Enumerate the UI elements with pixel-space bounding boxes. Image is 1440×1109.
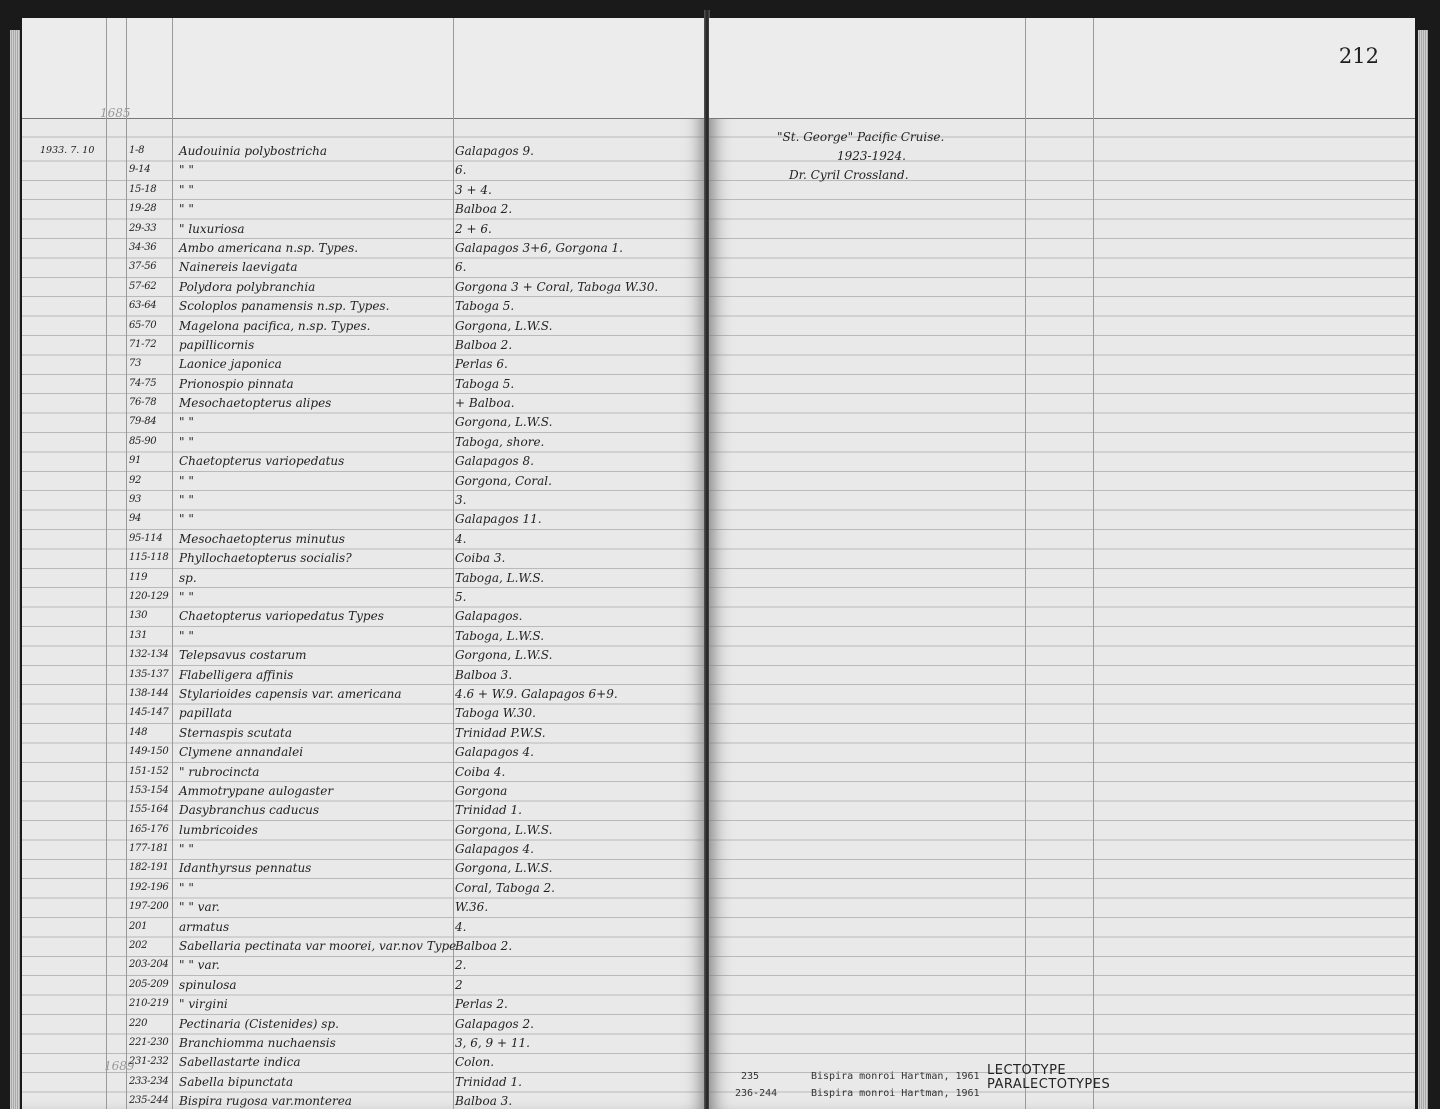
row-locality: Taboga 5. <box>455 299 515 314</box>
row-locality: 5. <box>455 589 467 604</box>
register-row <box>22 472 706 491</box>
row-number: 15-18 <box>129 183 157 195</box>
register-row <box>22 976 706 995</box>
right-page-edges <box>1418 30 1428 1109</box>
register-row <box>22 879 706 898</box>
register-row <box>22 530 706 549</box>
register-row <box>22 685 706 704</box>
row-number: 71-72 <box>129 338 157 350</box>
right-page <box>709 18 1415 1109</box>
register-row <box>22 1015 706 1034</box>
row-number: 165-176 <box>129 823 169 835</box>
row-species-name: Magelona pacifica, n.sp. Types. <box>179 318 371 333</box>
row-species-name: Mesochaetopterus minutus <box>179 531 345 546</box>
row-number: 29-33 <box>129 222 157 234</box>
register-row <box>22 763 706 782</box>
register-row <box>22 433 706 452</box>
row-species-name: " " <box>179 493 194 508</box>
row-locality: Balboa 2. <box>455 337 513 352</box>
row-locality: Balboa 3. <box>455 667 513 682</box>
page-number: 212 <box>1338 44 1379 68</box>
register-row <box>22 413 706 432</box>
row-locality: Galapagos 9. <box>455 144 534 158</box>
row-locality: Galapagos 3+6, Gorgona 1. <box>455 240 623 255</box>
row-species-name: Branchiomma nuchaensis <box>179 1035 336 1050</box>
row-species-name: " " <box>179 473 194 488</box>
row-number: 205-209 <box>129 978 169 990</box>
row-locality: Galapagos 2. <box>455 1016 534 1031</box>
row-species-name: " " <box>179 512 194 527</box>
register-row <box>22 161 706 180</box>
left-page-header <box>22 18 706 118</box>
row-locality: Gorgona 3 + Coral, Taboga W.30. <box>455 279 659 294</box>
row-locality: + Balboa. <box>455 396 515 411</box>
row-species-name: Prionospio pinnata <box>179 376 294 391</box>
register-row <box>22 898 706 917</box>
margin-note-top: 1685 <box>100 106 131 120</box>
register-row <box>22 220 706 239</box>
row-species-name: lumbricoides <box>179 822 258 837</box>
register-row <box>22 956 706 975</box>
row-locality: Galapagos 11. <box>455 512 542 527</box>
row-locality: Galapagos 4. <box>455 842 534 857</box>
row-locality: Coral, Taboga 2. <box>455 880 555 895</box>
left-page <box>22 18 706 1109</box>
row-number: 149-150 <box>129 746 169 758</box>
row-species-name: " " <box>179 628 194 643</box>
row-number: 131 <box>129 629 148 641</box>
row-number: 63-64 <box>129 300 157 312</box>
row-locality: Trinidad P.W.S. <box>455 725 546 740</box>
row-number: 130 <box>129 610 148 622</box>
remark-cruise: "St. George" Pacific Cruise. <box>777 130 945 144</box>
row-species-name: papillata <box>179 706 233 721</box>
row-locality: Taboga, shore. <box>455 434 545 449</box>
row-species-name: Laonice japonica <box>179 357 282 372</box>
row-locality: Gorgona, L.W.S. <box>455 415 553 430</box>
row-number: 74-75 <box>129 377 157 389</box>
row-locality: Gorgona, L.W.S. <box>455 822 553 837</box>
row-species-name: " " var. <box>179 958 220 973</box>
row-species-name: Chaetopterus variopedatus <box>179 454 345 469</box>
row-number: 177-181 <box>129 843 169 855</box>
row-number: 135-137 <box>129 668 169 680</box>
register-row <box>22 1073 706 1092</box>
register-row <box>22 375 706 394</box>
row-species-name: Flabelligera affinis <box>179 667 294 682</box>
row-species-name: Ammotrypane aulogaster <box>179 783 334 798</box>
register-row <box>22 627 706 646</box>
row-locality: Coiba 4. <box>455 764 506 779</box>
row-locality: Balboa 2. <box>455 939 513 954</box>
row-number: 91 <box>129 455 142 467</box>
register-row <box>22 821 706 840</box>
row-locality: 3, 6, 9 + 11. <box>455 1035 530 1050</box>
row-species-name: Nainereis laevigata <box>179 260 298 275</box>
row-locality: Gorgona, Coral. <box>455 473 552 488</box>
row-locality: 6. <box>455 260 467 275</box>
left-page-edges <box>10 30 20 1109</box>
row-locality: 3. <box>455 493 467 508</box>
register-row <box>22 569 706 588</box>
register-row <box>22 181 706 200</box>
lectotype-stamp: LECTOTYPE <box>987 1063 1067 1078</box>
row-number: 132-134 <box>129 649 169 661</box>
row-number: 155-164 <box>129 804 169 816</box>
row-species-name: Mesochaetopterus alipes <box>179 396 332 411</box>
type-entry-number: 236-244 <box>735 1088 778 1099</box>
row-date: 1933. 7. 10 <box>40 145 95 156</box>
row-number: 37-56 <box>129 261 157 273</box>
row-locality: Balboa 2. <box>455 202 513 217</box>
row-number: 19-28 <box>129 203 157 215</box>
row-species-name: Stylarioides capensis var. americana <box>179 686 402 701</box>
register-row <box>22 840 706 859</box>
register-row <box>22 646 706 665</box>
row-number: 92 <box>129 474 142 486</box>
row-locality: Perlas 6. <box>455 357 508 372</box>
row-number: 221-230 <box>129 1036 169 1048</box>
row-number: 93 <box>129 494 142 506</box>
type-entry-text: Bispira monroi Hartman, 1961 <box>811 1071 980 1082</box>
row-species-name: Dasybranchus caducus <box>179 803 320 818</box>
row-number: 151-152 <box>129 765 169 777</box>
row-number: 202 <box>129 940 148 952</box>
row-number: 210-219 <box>129 998 169 1010</box>
register-row <box>22 704 706 723</box>
register-row <box>22 782 706 801</box>
row-locality: Trinidad 1. <box>455 803 522 818</box>
row-number: 120-129 <box>129 590 169 602</box>
row-species-name: sp. <box>179 570 197 585</box>
margin-note-bottom: 1689 <box>104 1059 135 1073</box>
row-locality: Gorgona, L.W.S. <box>455 318 553 333</box>
register-row <box>22 336 706 355</box>
row-species-name: " " var. <box>179 900 220 915</box>
row-locality: 3 + 4. <box>455 182 492 197</box>
row-locality: Galapagos 4. <box>455 745 534 760</box>
row-species-name: Phyllochaetopterus socialis? <box>179 551 352 566</box>
row-locality: 4. <box>455 531 467 546</box>
row-locality: Taboga 5. <box>455 376 515 391</box>
row-species-name: Scoloplos panamensis n.sp. Types. <box>179 299 390 314</box>
row-locality: Perlas 2. <box>455 997 508 1012</box>
row-locality: Galapagos. <box>455 609 523 624</box>
row-number: 182-191 <box>129 862 169 874</box>
row-locality: 4. <box>455 919 467 934</box>
register-row <box>22 937 706 956</box>
row-number: 94 <box>129 513 142 525</box>
row-locality: Taboga W.30. <box>455 706 536 721</box>
paralectotypes-stamp: PARALECTOTYPES <box>987 1077 1111 1092</box>
row-number: 73 <box>129 358 142 370</box>
row-species-name: Idanthyrsus pennatus <box>179 861 312 876</box>
remark-years: 1923-1924. <box>837 149 906 163</box>
row-number: 34-36 <box>129 241 157 253</box>
remarks-column-rule <box>1025 18 1026 1109</box>
row-locality: Gorgona <box>455 783 508 798</box>
register-row <box>22 801 706 820</box>
register-row <box>22 278 706 297</box>
row-species-name: Clymene annandalei <box>179 745 304 760</box>
row-number: 203-204 <box>129 959 169 971</box>
row-number: 115-118 <box>129 552 169 564</box>
row-number: 235-244 <box>129 1095 169 1107</box>
register-row <box>22 724 706 743</box>
row-species-name: " " <box>179 202 194 217</box>
row-locality: Taboga, L.W.S. <box>455 628 545 643</box>
row-species-name: " " <box>179 163 194 178</box>
row-species-name: Sabellaria pectinata var moorei, var.nov Type <box>179 939 457 954</box>
register-row <box>22 1034 706 1053</box>
row-locality: W.36. <box>455 900 489 915</box>
register-row <box>22 297 706 316</box>
register-row <box>22 452 706 471</box>
row-species-name: papillicornis <box>179 337 255 352</box>
row-number: 76-78 <box>129 397 157 409</box>
register-row <box>22 607 706 626</box>
row-number: 119 <box>129 571 148 583</box>
register-row <box>22 549 706 568</box>
row-species-name: Sabella bipunctata <box>179 1074 294 1089</box>
row-number: 57-62 <box>129 280 157 292</box>
row-species-name: Pectinaria (Cistenides) sp. <box>179 1016 339 1031</box>
row-number: 148 <box>129 726 148 738</box>
type-entry-text: Bispira monroi Hartman, 1961 <box>811 1088 980 1099</box>
row-locality: Trinidad 1. <box>455 1074 522 1089</box>
register-row <box>22 666 706 685</box>
row-species-name: " " <box>179 434 194 449</box>
row-number: 95-114 <box>129 532 163 544</box>
row-locality: 2. <box>455 958 467 973</box>
row-species-name: Audouinia polybostricha <box>179 144 327 158</box>
row-number: 138-144 <box>129 687 169 699</box>
row-species-name: " " <box>179 182 194 197</box>
row-species-name: armatus <box>179 919 230 934</box>
row-species-name: Sabellastarte indica <box>179 1055 301 1070</box>
row-locality: Taboga, L.W.S. <box>455 570 545 585</box>
header-rule <box>709 118 1415 119</box>
register-row <box>22 355 706 374</box>
row-locality: Gorgona, L.W.S. <box>455 861 553 876</box>
right-page-header <box>709 18 1415 118</box>
row-number: 192-196 <box>129 881 169 893</box>
row-species-name: " virgini <box>179 997 228 1012</box>
row-number: 9-14 <box>129 164 151 176</box>
row-number: 197-200 <box>129 901 169 913</box>
register-entries <box>22 142 706 1109</box>
row-number: 65-70 <box>129 319 157 331</box>
register-row <box>22 995 706 1014</box>
row-locality: Colon. <box>455 1055 495 1070</box>
row-locality: 2 + 6. <box>455 221 492 236</box>
row-number: 220 <box>129 1017 148 1029</box>
row-species-name: Sternaspis scutata <box>179 725 292 740</box>
remark-collector: Dr. Cyril Crossland. <box>789 168 909 182</box>
register-row <box>22 588 706 607</box>
row-species-name: " " <box>179 842 194 857</box>
register-row <box>22 142 706 161</box>
row-species-name: " " <box>179 589 194 604</box>
extra-column-rule <box>1093 18 1094 1109</box>
register-row <box>22 239 706 258</box>
row-species-name: " " <box>179 415 194 430</box>
row-number: 201 <box>129 920 148 932</box>
row-locality: 6. <box>455 163 467 178</box>
row-species-name: Telepsavus costarum <box>179 648 307 663</box>
row-locality: 4.6 + W.9. Galapagos 6+9. <box>455 686 618 701</box>
register-row <box>22 918 706 937</box>
row-locality: Balboa 3. <box>455 1094 513 1109</box>
register-row <box>22 510 706 529</box>
register-row <box>22 491 706 510</box>
row-species-name: Polydora polybranchia <box>179 279 316 294</box>
row-locality: Galapagos 8. <box>455 454 534 469</box>
register-row <box>22 1092 706 1109</box>
row-species-name: Ambo americana n.sp. Types. <box>179 240 359 255</box>
register-row <box>22 317 706 336</box>
type-entry-number: 235 <box>741 1071 760 1082</box>
register-row <box>22 859 706 878</box>
register-row <box>22 394 706 413</box>
row-locality: Coiba 3. <box>455 551 506 566</box>
row-locality: Gorgona, L.W.S. <box>455 648 553 663</box>
row-number: 85-90 <box>129 435 157 447</box>
row-species-name: " " <box>179 880 194 895</box>
row-number: 79-84 <box>129 416 157 428</box>
register-row <box>22 258 706 277</box>
row-species-name: Bispira rugosa var.monterea <box>179 1094 352 1109</box>
row-locality: 2 <box>455 977 463 992</box>
row-species-name: spinulosa <box>179 977 237 992</box>
row-number: 145-147 <box>129 707 169 719</box>
row-number: 153-154 <box>129 784 169 796</box>
row-species-name: Chaetopterus variopedatus Types <box>179 609 384 624</box>
row-number: 233-234 <box>129 1075 169 1087</box>
register-row <box>22 200 706 219</box>
row-number: 231-232 <box>129 1056 169 1068</box>
row-species-name: " rubrocincta <box>179 764 260 779</box>
row-species-name: " luxuriosa <box>179 221 245 236</box>
row-number: 1-8 <box>129 145 145 156</box>
register-row <box>22 743 706 762</box>
